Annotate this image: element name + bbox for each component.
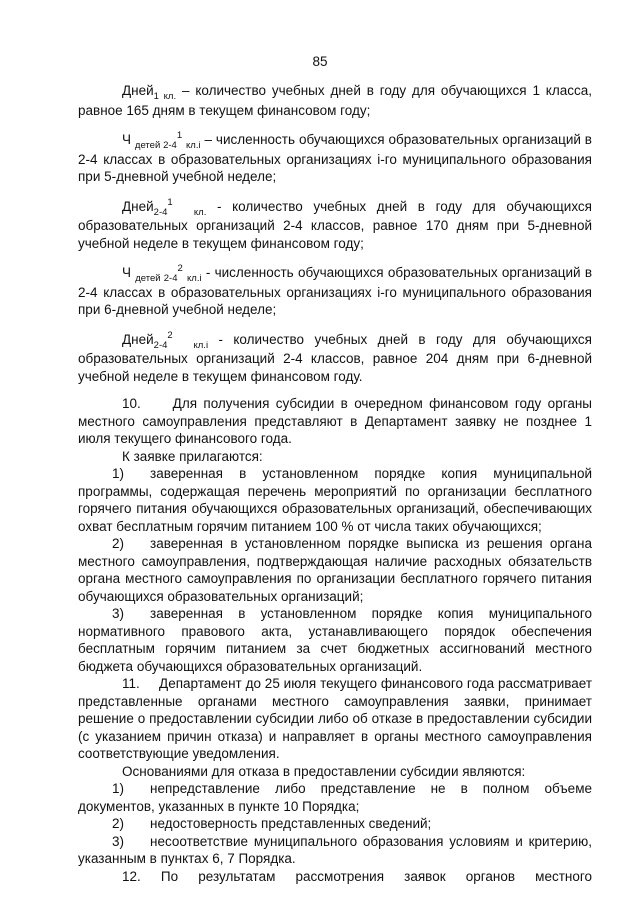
symbol: Дней [122, 198, 154, 214]
symbol: Ч [122, 132, 131, 147]
refusal-item [78, 815, 592, 833]
refusal-item [78, 780, 592, 815]
item-text: заверенная в установленном порядке копия муниципальной программы, содержащая перечень мероприятий по организации бесплатного горячего питания обучающихся образовательных организаций, обеспечивающих охват бесплатным горячим питанием 100 % от числа таких обучающихся; [78, 466, 592, 534]
symbol-subscript: 1 кл. [153, 91, 177, 102]
symbol-subscript: детей 2-4 [135, 273, 178, 284]
paragraph-11: 11. Департамент до 25 июля текущего финансового года рассматривает представленные органами местного самоуправления заявки, принимает решение о предоставлении субсидии либо об отказе в предоставлении субсидии (с указанием причин отказа) и направляет в органы местного самоуправления соответствующие уведомления. [78, 676, 596, 761]
definition-paragraph [78, 82, 592, 119]
item-text: недостоверность представленных сведений; [150, 816, 432, 831]
item-number: 2) [112, 536, 125, 551]
definition-paragraph [78, 131, 592, 186]
attachment-item [78, 465, 592, 535]
paragraph-12: 12. По результатам рассмотрения заявок органов местного [122, 868, 592, 884]
symbol: Дней [122, 83, 154, 98]
symbol: Ч [122, 265, 131, 280]
symbol-superscript: 1 [167, 196, 173, 208]
symbol: Дней [122, 331, 154, 347]
symbol-subscript: детей 2-4 [134, 140, 177, 151]
definition-paragraph [78, 264, 592, 319]
definition-text: - количество учебных дней в году для обучающихся образовательных организаций 2-4 классов, равное 204 дням при 6-дневной учебной неделе в текущем финансовом году. [78, 331, 592, 384]
definition-text: - количество учебных дней в году для обучающихся образовательных организаций 2-4 классов, равное 170 дням при 5-дневной учебной неделе в текущем финансовом году; [78, 198, 592, 251]
item-text: заверенная в установленном порядке копия муниципального нормативного правового акта, устанавливающего порядок обеспечения бесплатным горячим питанием за счет бюджетных ассигнований местного бюджета обучающихся образовательных организаций. [78, 606, 592, 674]
item-text: непредставление либо представление не в полном объеме документов, указанных в пункте 10 Порядка; [78, 781, 592, 814]
item-text: заверенная в установленном порядке выписка из решения органа местного самоуправления, подтверждающая наличие расходных обязательств органа местного самоуправления по организации бесплатного горячего питания обучающихся образовательных организаций; [78, 536, 592, 604]
item-number: 2) [112, 816, 125, 831]
definition-paragraph [78, 198, 592, 253]
item-text: несоответствие муниципального образования условиям и критерию, указанным в пунктах 6, 7 Порядка. [78, 833, 592, 866]
attachments-intro: К заявке прилагаются: [122, 448, 263, 464]
definition-text: – количество учебных дней в году для обучающихся 1 класса, равное 165 дням в текущем финансовом году; [78, 83, 592, 118]
definition-paragraph [78, 331, 592, 386]
document-body [78, 82, 596, 885]
refusal-intro: Основаниями для отказа в предоставлении субсидии являются: [122, 763, 526, 779]
symbol-subscript-2: кл.i [193, 339, 209, 351]
attachment-item [78, 535, 592, 605]
symbol-subscript-2: кл. [193, 206, 207, 218]
definition-text: - численность обучающихся образовательных организаций в 2-4 классах в образовательных организациях i-го муниципального образования при 6-дневной учебной неделе; [78, 265, 592, 317]
symbol-subscript: 2-4 [153, 339, 168, 351]
page-number: 85 [312, 54, 328, 69]
refusal-item [78, 833, 592, 868]
item-number: 1) [112, 781, 125, 796]
item-number: 1) [112, 466, 125, 481]
item-number: 3) [112, 606, 125, 621]
symbol-superscript: 2 [177, 263, 183, 274]
symbol-subscript: 2-4 [153, 206, 168, 218]
definition-text: – численность обучающихся образовательных организаций в 2-4 классах в образовательных организациях i-го муниципального образования при 5-дневной учебной неделе; [78, 132, 592, 184]
item-number: 3) [112, 833, 125, 849]
symbol-superscript: 1 [176, 130, 183, 141]
symbol-subscript-2: кл.i [187, 273, 202, 284]
symbol-superscript: 2 [167, 329, 173, 341]
paragraph-10: 10. Для получения субсидии в очередном финансовом году органы местного самоуправления представляют в Департамент заявку не позднее 1 июля текущего финансового года. [78, 396, 596, 446]
attachment-item [78, 605, 592, 675]
symbol-subscript-2: кл.i [186, 140, 201, 151]
